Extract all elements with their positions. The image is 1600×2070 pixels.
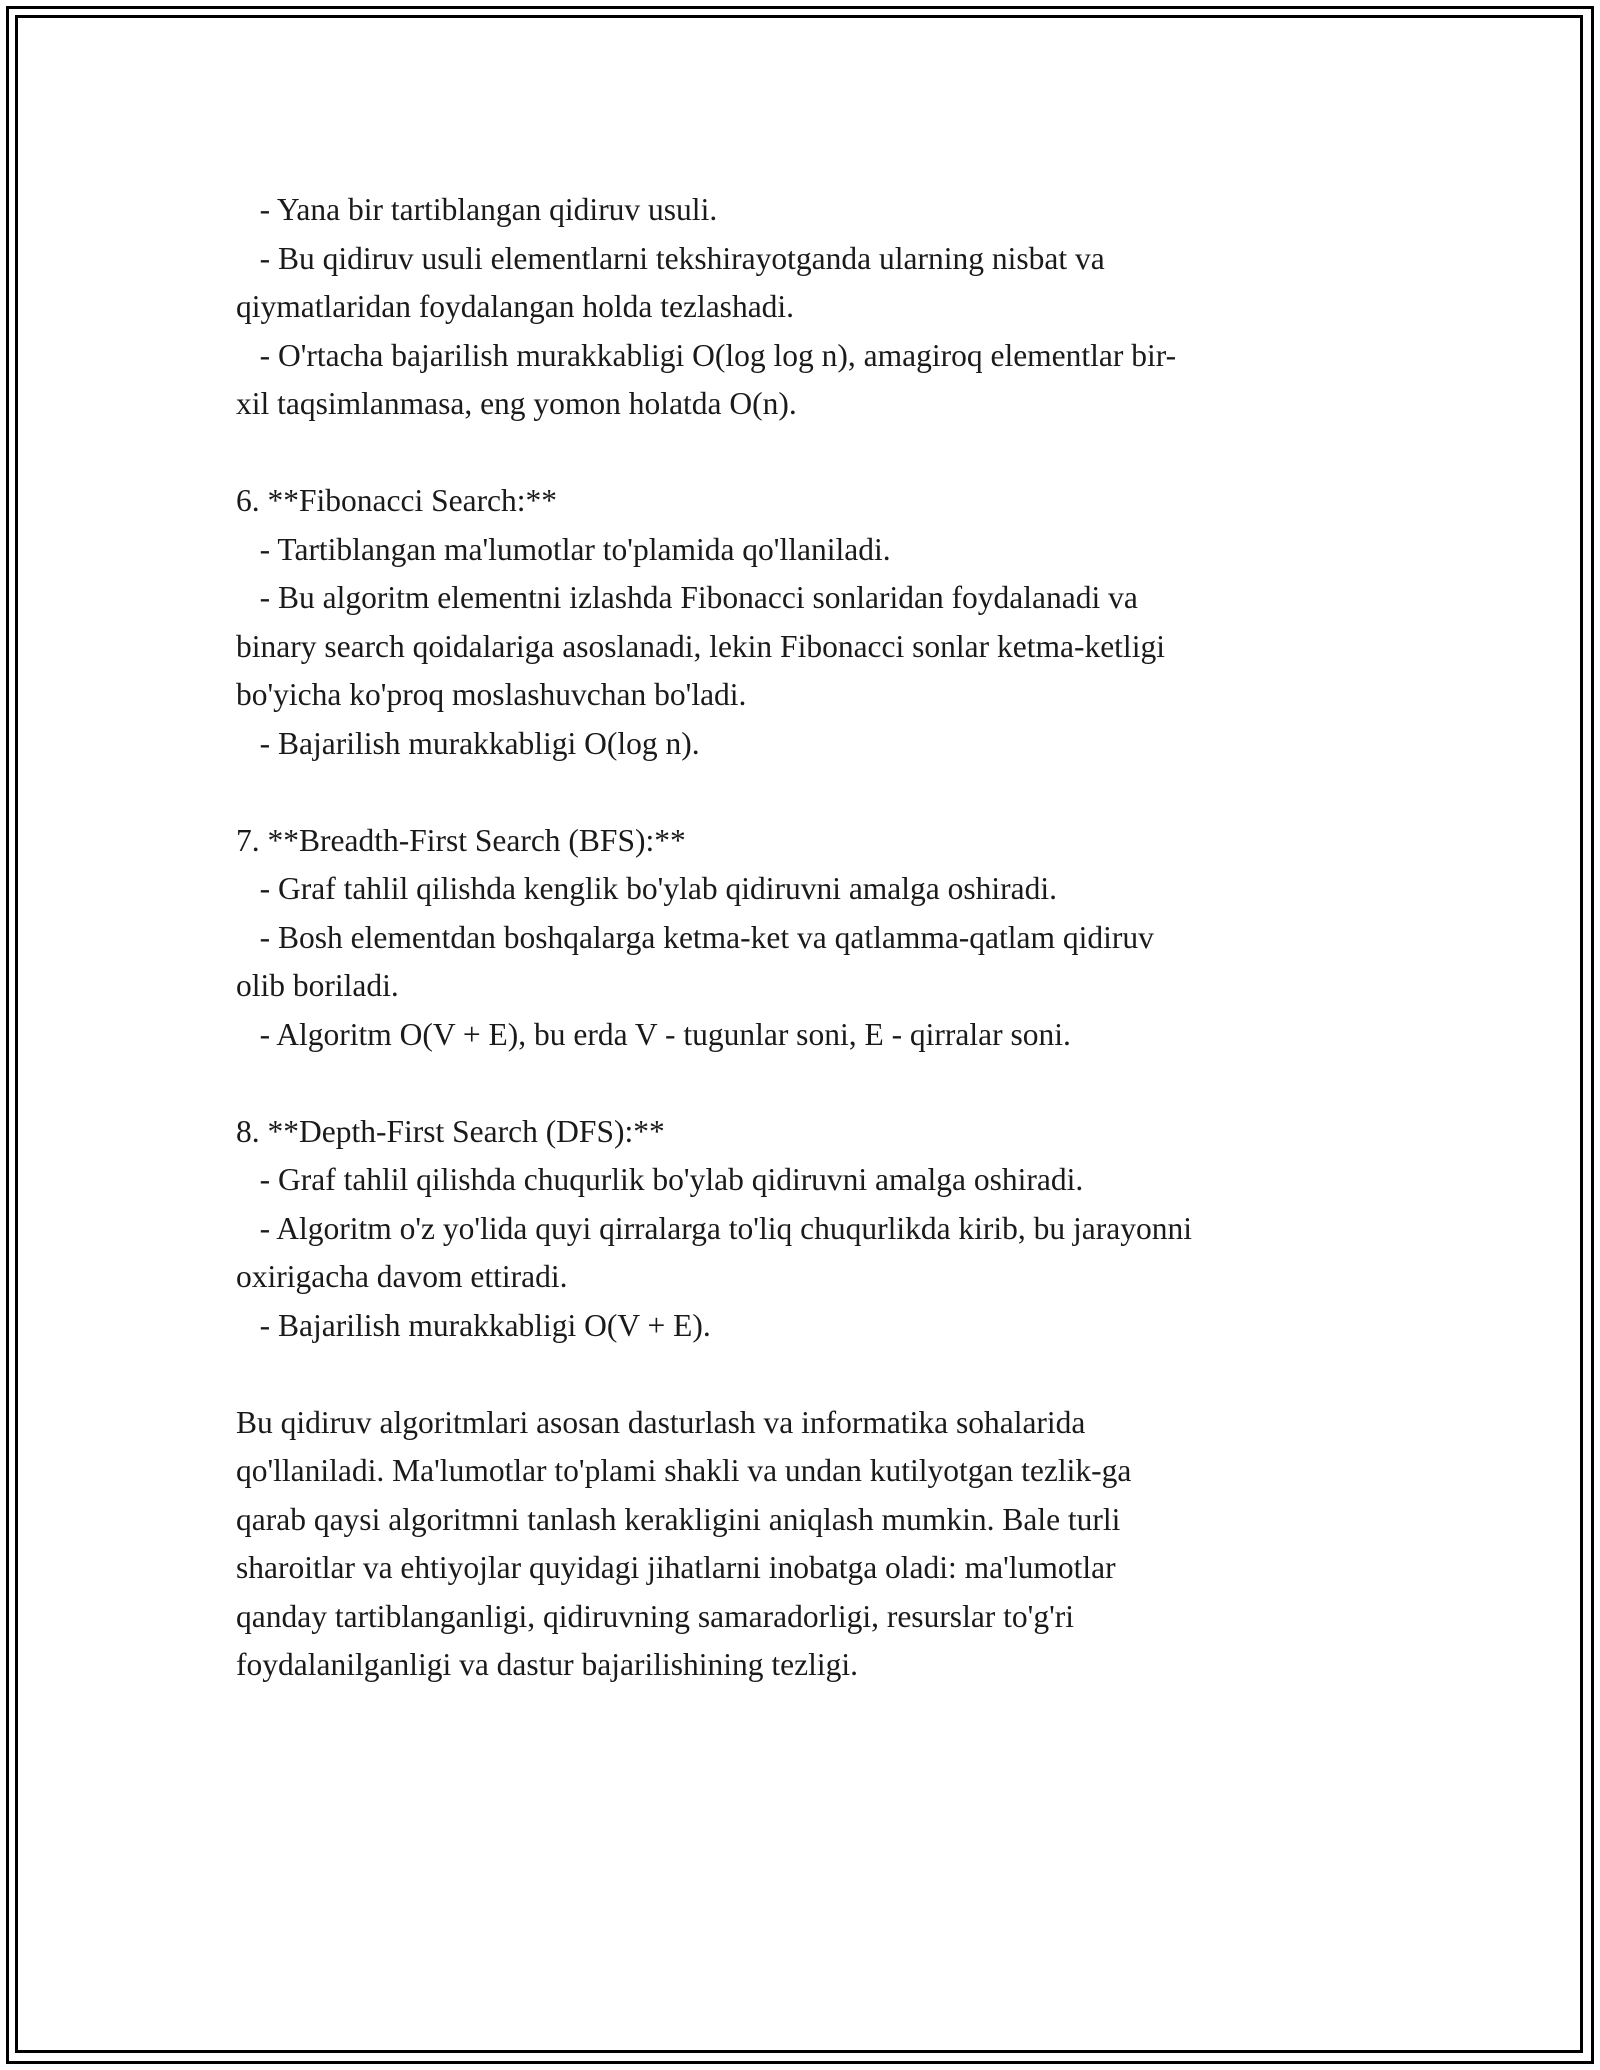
conclusion-line: qanday tartiblanganligi, qidiruvning samaradorligi, resurslar to'g'ri [236, 1598, 1075, 1634]
conclusion-line: qo'llaniladi. Ma'lumotlar to'plami shakli va undan kutilyotgan tezlik-ga [236, 1453, 1132, 1488]
text-line: - Bu algoritm elementni izlashda Fibonacci sonlaridan foydalanadi va [236, 580, 1138, 615]
conclusion-line: Bu qidiruv algoritmlari asosan dasturlash va informatika sohalarida [236, 1404, 1086, 1440]
conclusion-line: foydalanilganligi va dastur bajarilishining tezligi. [236, 1647, 858, 1682]
blank-line [236, 768, 1376, 817]
text-line: - Bu qidiruv usuli elementlarni tekshirayotganda ularning nisbat va [236, 240, 1105, 276]
text-line: olib boriladi. [236, 968, 399, 1003]
text-line: - Yana bir tartiblangan qidiruv usuli. [236, 192, 718, 227]
text-line: - Bajarilish murakkabligi O(V + E). [236, 1307, 711, 1343]
text-line: - O'rtacha bajarilish murakkabligi O(log log n), amagiroq elementlar bir- [236, 337, 1177, 373]
text-line: - Tartiblangan ma'lumotlar to'plamida qo'llaniladi. [236, 531, 891, 567]
blank-line [236, 429, 1376, 478]
text-line: - Bosh elementdan boshqalarga ketma-ket va qatlamma-qatlam qidiruv [236, 919, 1154, 955]
blank-line [236, 1350, 1376, 1399]
blank-line [236, 1059, 1376, 1108]
conclusion-line: qarab qaysi algoritmni tanlash kerakligini aniqlash mumkin. Bale turli [236, 1501, 1121, 1537]
section-heading: 6. **Fibonacci Search:** [236, 483, 558, 518]
text-line: binary search qoidalariga asoslanadi, lekin Fibonacci sonlar ketma-ketligi [236, 628, 1165, 664]
text-line: - Graf tahlil qilishda kenglik bo'ylab qidiruvni amalga oshiradi. [236, 871, 1057, 906]
text-line: - Bajarilish murakkabligi O(log n). [236, 725, 700, 761]
document-body [236, 186, 1376, 1690]
text-line: - Algoritm o'z yo'lida quyi qirralarga to'liq chuqurlikda kirib, bu jarayonni [236, 1210, 1192, 1246]
text-line: qiymatlaridan foydalangan holda tezlashadi. [236, 289, 795, 324]
text-line: bo'yicha ko'proq moslashuvchan bo'ladi. [236, 677, 747, 712]
conclusion-line: sharoitlar va ehtiyojlar quyidagi jihatlarni inobatga oladi: ma'lumotlar [236, 1550, 1116, 1585]
section-heading: 8. **Depth-First Search (DFS):** [236, 1113, 665, 1149]
text-line: oxirigacha davom ettiradi. [236, 1259, 568, 1294]
text-line: xil taqsimlanmasa, eng yomon holatda O(n). [236, 386, 797, 421]
text-line: - Algoritm O(V + E), bu erda V - tugunlar soni, E - qirralar soni. [236, 1016, 1071, 1052]
text-line: - Graf tahlil qilishda chuqurlik bo'ylab qidiruvni amalga oshiradi. [236, 1162, 1084, 1197]
section-heading: 7. **Breadth-First Search (BFS):** [236, 822, 686, 858]
